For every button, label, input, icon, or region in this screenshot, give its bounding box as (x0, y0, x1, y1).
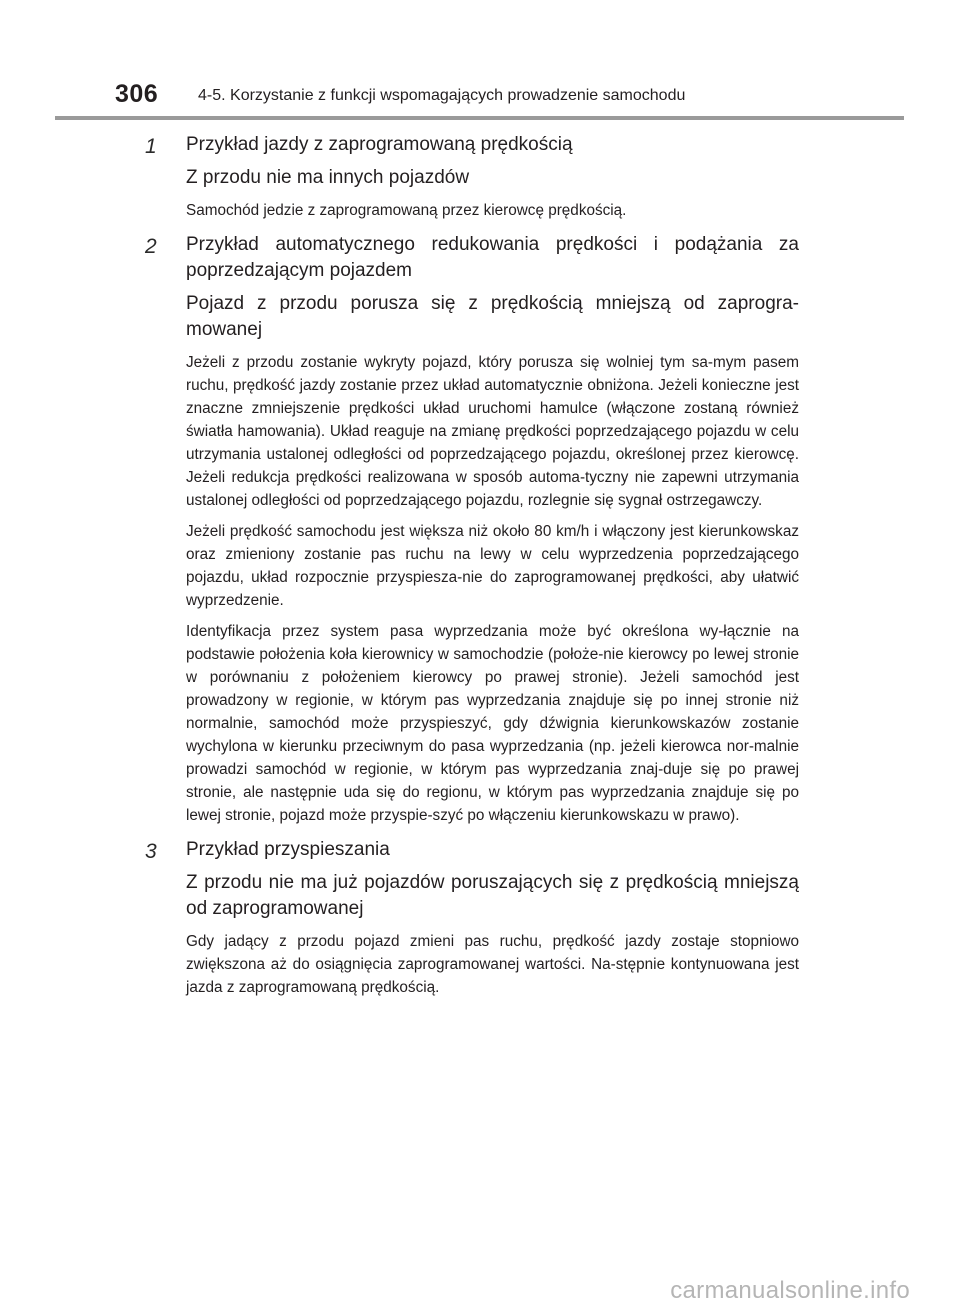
item-heading: Przykład jazdy z zaprogramowaną prędkością (186, 134, 573, 155)
watermark-text: carmanualsonline.info (670, 1277, 910, 1304)
main-content (145, 132, 799, 999)
section-title: 4-5. Korzystanie z funkcji wspomagających prowadzenie samochodu (198, 87, 686, 104)
item-paragraph: Samochód jedzie z zaprogramowaną przez kierowcę prędkością. (186, 202, 627, 219)
example-item-2 (145, 232, 799, 827)
item-paragraph: Jeżeli z przodu zostanie wykryty pojazd, który porusza się wolniej tym sa-mym pasem ruchu, prędkość jazdy zostanie przez układ automatycznie obniżona. Jeżeli konieczne jest znaczne zmniejszenie prędkości układ uruchomi hamulce (włączone zostaną również światła hamowania). Układ reaguje na zmianę prędkości poprzedzającego pojazdu w celu utrzymania ustalonej odległości od poprzedzającego pojazdu, określonej przez kierowcę. Jeżeli redukcja prędkości realizowana w sposób automa-tyczny nie zapewni utrzymania ustalonej odległości od poprzedzającego pojazdu, rozlegnie się sygnał ostrzegawczy. (186, 354, 799, 509)
item-heading: Przykład automatycznego redukowania prędkości i podążania za poprzedzającym pojazdem (186, 234, 799, 281)
item-paragraph: Gdy jadący z przodu pojazd zmieni pas ruchu, prędkość jazdy zostaje stopniowo zwiększona aż do osiągnięcia zaprogramowanej wartości. Na-stępnie kontynuowana jest jazda z zaprogramowaną prędkością. (186, 933, 799, 996)
item-number-marker: 2 (145, 235, 157, 258)
page-number: 306 (115, 80, 159, 108)
item-number-marker: 1 (145, 135, 157, 158)
item-subheading: Z przodu nie ma już pojazdów poruszających się z prędkością mniejszą od zaprogramowanej (186, 872, 799, 919)
item-heading: Przykład przyspieszania (186, 839, 390, 860)
item-subheading: Z przodu nie ma innych pojazdów (186, 167, 470, 188)
item-number-marker: 3 (145, 840, 157, 863)
example-item-3 (145, 837, 799, 999)
item-subheading: Pojazd z przodu porusza się z prędkością mniejszą od zaprogra-mowanej (186, 293, 799, 340)
item-paragraph: Jeżeli prędkość samochodu jest większa niż około 80 km/h i włączony jest kierunkowskaz oraz zmieniony zostanie pas ruchu na lewy w celu wyprzedzenia poprzedzającego pojazdu, układ rozpocznie przyspiesza-nie do zaprogramowanej prędkości, aby ułatwić wyprzedzenie. (186, 523, 799, 609)
example-item-1 (145, 132, 799, 222)
page-header (55, 74, 904, 120)
item-paragraph: Identyfikacja przez system pasa wyprzedzania może być określona wy-łącznie na podstawie położenia koła kierownicy w samochodzie (położe-nie kierowcy po lewej stronie w porównaniu z położeniem kierowcy po prawej stronie). Jeżeli samochód jest prowadzony w regionie, w którym pas wyprzedzania znajduje się po innej stronie niż normalnie, samochód może przyspieszyć, gdy dźwignia kierunkowskazów zostanie wychylona w kierunku przeciwnym do pasa wyprzedzania (np. jeżeli kierowca nor-malnie prowadzi samochód w regionie, w którym pas wyprzedzania znaj-duje się po prawej stronie, ale następnie uda się do regionu, w którym pas wyprzedzania znajduje się po lewej stronie, pojazd może przyspie-szyć po włączeniu kierunkowskazu w prawo). (186, 623, 799, 824)
